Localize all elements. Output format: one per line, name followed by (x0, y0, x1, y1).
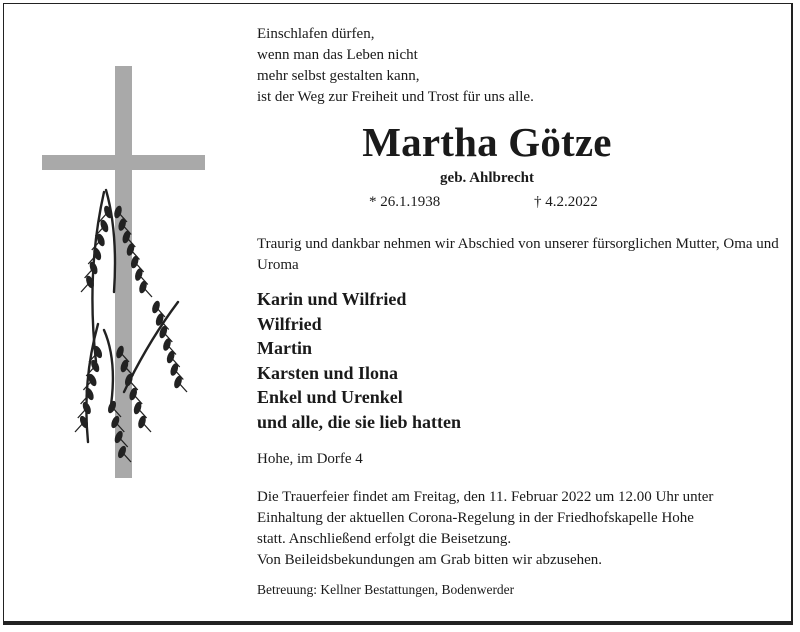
mourner-entry: Karin und Wilfried (257, 289, 407, 309)
mourner-entry: Enkel und Urenkel (257, 387, 403, 408)
poem-line: mehr selbst gestalten kann, (257, 68, 420, 84)
birth-date: * 26.1.1938 (369, 194, 441, 210)
poem-line: ist der Weg zur Freiheit und Trost für uns alle. (257, 89, 534, 105)
family-address: Hohe, im Dorfe 4 (257, 451, 363, 467)
poem (257, 24, 534, 108)
funeral-info-line: statt. Anschließend erfolgt die Beisetzung. (257, 531, 512, 547)
maiden-name: geb. Ahlbrecht (440, 170, 534, 186)
funeral-info-line: Von Beileidsbekundungen am Grab bitten wir abzusehen. (257, 552, 603, 568)
poem-line: wenn man das Leben nicht (257, 47, 418, 63)
mourners-list (257, 287, 461, 435)
mourner-entry: Karsten und Ilona (257, 362, 399, 383)
undertaker-credit: Betreuung: Kellner Bestattungen, Bodenwerder (257, 582, 515, 597)
death-date: † 4.2.2022 (534, 194, 598, 210)
funeral-info (257, 487, 713, 571)
mourner-entry: Martin (257, 338, 312, 359)
cross-with-wheat-illustration (38, 62, 210, 482)
intro-text: Traurig und dankbar nehmen wir Abschied von unserer fürsorglichen Mutter, Oma und Uroma (257, 236, 779, 273)
deceased-name: Martha Götze (362, 119, 612, 165)
funeral-info-line: Die Trauerfeier findet am Freitag, den 11. Februar 2022 um 12.00 Uhr unter (257, 489, 714, 505)
poem-line: Einschlafen dürfen, (257, 26, 375, 42)
cross-icon (42, 66, 205, 478)
mourner-entry: Wilfried (257, 313, 322, 334)
funeral-info-line: Einhaltung der aktuellen Corona-Regelung in der Friedhofskapelle Hohe (257, 510, 694, 526)
mourner-entry: und alle, die sie lieb hatten (257, 411, 462, 432)
